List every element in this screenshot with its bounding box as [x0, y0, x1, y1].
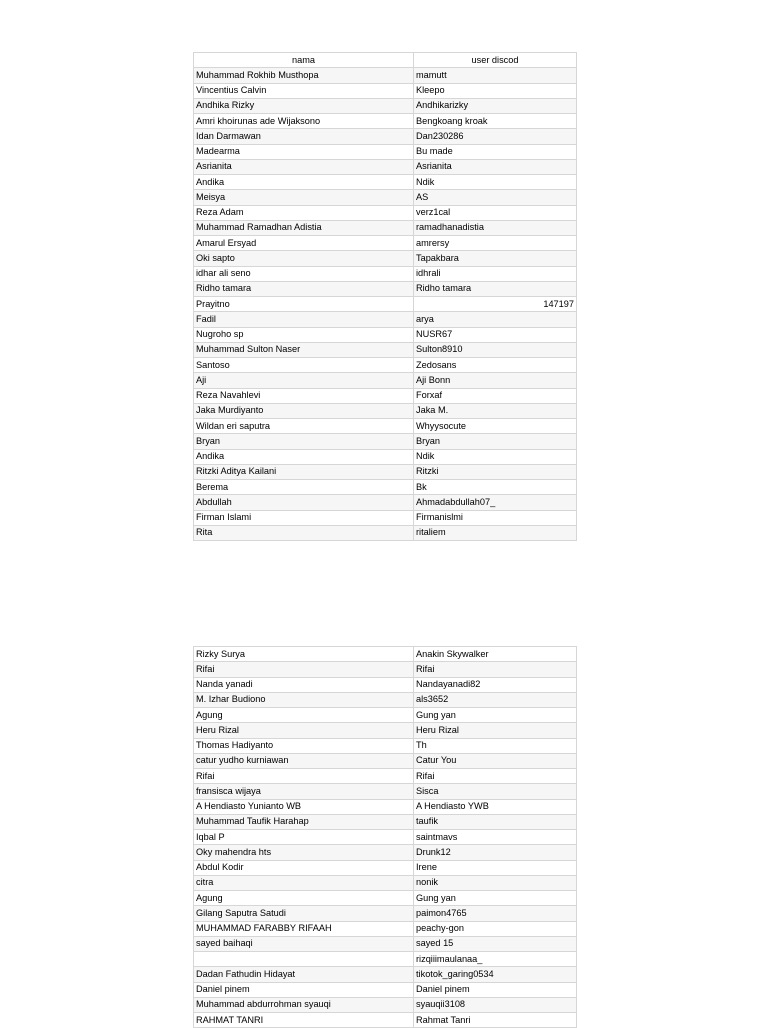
- cell-nama[interactable]: Andika: [194, 175, 414, 190]
- cell-user-discord[interactable]: Asrianita: [414, 159, 577, 174]
- cell-user-discord[interactable]: Catur You: [414, 753, 577, 768]
- table-1-body: [194, 53, 577, 541]
- cell-nama[interactable]: Muhammad Sulton Naser: [194, 342, 414, 357]
- cell-nama[interactable]: RAHMAT TANRI: [194, 1013, 414, 1028]
- header-user-discord[interactable]: user discod: [414, 53, 577, 68]
- cell-nama[interactable]: Muhammad abdurrohman syauqi: [194, 997, 414, 1012]
- cell-user-discord[interactable]: Rahmat Tanri: [414, 1013, 577, 1028]
- table-row: [194, 358, 577, 373]
- cell-user-discord[interactable]: tikotok_garing0534: [414, 967, 577, 982]
- cell-user-discord[interactable]: A Hendiasto YWB: [414, 799, 577, 814]
- cell-nama[interactable]: A Hendiasto Yunianto WB: [194, 799, 414, 814]
- cell-user-discord[interactable]: AS: [414, 190, 577, 205]
- cell-nama[interactable]: Abdullah: [194, 495, 414, 510]
- cell-nama[interactable]: Aji: [194, 373, 414, 388]
- cell-user-discord[interactable]: ramadhanadistia: [414, 220, 577, 235]
- table-row: [194, 830, 577, 845]
- table-row: [194, 144, 577, 159]
- table-row: [194, 327, 577, 342]
- table-row: [194, 784, 577, 799]
- cell-user-discord[interactable]: Irene: [414, 860, 577, 875]
- table-row: [194, 449, 577, 464]
- cell-user-discord[interactable]: Aji Bonn: [414, 373, 577, 388]
- table-row: [194, 68, 577, 83]
- cell-user-discord[interactable]: arya: [414, 312, 577, 327]
- table-row: [194, 159, 577, 174]
- table-row: [194, 875, 577, 890]
- table-row: [194, 738, 577, 753]
- cell-user-discord[interactable]: Bengkoang kroak: [414, 114, 577, 129]
- cell-nama[interactable]: M. Izhar Budiono: [194, 692, 414, 707]
- cell-nama[interactable]: Amri khoirunas ade Wijaksono: [194, 114, 414, 129]
- header-row: [194, 53, 577, 68]
- cell-user-discord[interactable]: nonik: [414, 875, 577, 890]
- cell-nama[interactable]: Rifai: [194, 769, 414, 784]
- table-row: [194, 982, 577, 997]
- cell-nama[interactable]: fransisca wijaya: [194, 784, 414, 799]
- cell-user-discord[interactable]: Dan230286: [414, 129, 577, 144]
- cell-user-discord[interactable]: ritaliem: [414, 525, 577, 540]
- table-row: [194, 997, 577, 1012]
- table-row: [194, 952, 577, 967]
- table-row: [194, 753, 577, 768]
- table-row: [194, 967, 577, 982]
- cell-user-discord[interactable]: Bu made: [414, 144, 577, 159]
- cell-nama[interactable]: Dadan Fathudin Hidayat: [194, 967, 414, 982]
- cell-nama[interactable]: MUHAMMAD FARABBY RIFAAH: [194, 921, 414, 936]
- cell-user-discord[interactable]: Rifai: [414, 662, 577, 677]
- cell-user-discord[interactable]: Tapakbara: [414, 251, 577, 266]
- cell-user-discord[interactable]: Heru Rizal: [414, 723, 577, 738]
- cell-user-discord[interactable]: mamutt: [414, 68, 577, 83]
- cell-nama[interactable]: Ridho tamara: [194, 281, 414, 296]
- cell-user-discord[interactable]: Gung yan: [414, 891, 577, 906]
- cell-user-discord[interactable]: Ndik: [414, 449, 577, 464]
- cell-nama[interactable]: Madearma: [194, 144, 414, 159]
- cell-user-discord[interactable]: rizqiiimaulanaa_: [414, 952, 577, 967]
- table-row: [194, 480, 577, 495]
- cell-user-discord[interactable]: 147197: [414, 297, 577, 312]
- cell-nama[interactable]: Bryan: [194, 434, 414, 449]
- cell-user-discord[interactable]: Ndik: [414, 175, 577, 190]
- cell-user-discord[interactable]: Gung yan: [414, 708, 577, 723]
- cell-nama[interactable]: Andika: [194, 449, 414, 464]
- cell-nama[interactable]: Heru Rizal: [194, 723, 414, 738]
- table-row: [194, 799, 577, 814]
- cell-nama[interactable]: Agung: [194, 708, 414, 723]
- table-row: [194, 236, 577, 251]
- table-row: [194, 434, 577, 449]
- cell-user-discord[interactable]: NUSR67: [414, 327, 577, 342]
- table-row: [194, 388, 577, 403]
- table-row: [194, 891, 577, 906]
- header-nama[interactable]: nama: [194, 53, 414, 68]
- table-row: [194, 845, 577, 860]
- table-row: [194, 495, 577, 510]
- cell-user-discord[interactable]: idhrali: [414, 266, 577, 281]
- table-row: [194, 373, 577, 388]
- table-row: [194, 1013, 577, 1028]
- table-row: [194, 677, 577, 692]
- cell-user-discord[interactable]: saintmavs: [414, 830, 577, 845]
- cell-nama[interactable]: Firman Islami: [194, 510, 414, 525]
- cell-nama[interactable]: Gilang Saputra Satudi: [194, 906, 414, 921]
- cell-user-discord[interactable]: taufik: [414, 814, 577, 829]
- cell-user-discord[interactable]: verz1cal: [414, 205, 577, 220]
- table-row: [194, 205, 577, 220]
- cell-user-discord[interactable]: als3652: [414, 692, 577, 707]
- cell-user-discord[interactable]: Kleepo: [414, 83, 577, 98]
- cell-nama[interactable]: Agung: [194, 891, 414, 906]
- table-row: [194, 175, 577, 190]
- cell-user-discord[interactable]: Zedosans: [414, 358, 577, 373]
- table-row: [194, 297, 577, 312]
- table-row: [194, 921, 577, 936]
- table-row: [194, 83, 577, 98]
- spreadsheet-table-1: [193, 52, 577, 541]
- cell-user-discord[interactable]: syauqii3108: [414, 997, 577, 1012]
- cell-nama[interactable]: Prayitno: [194, 297, 414, 312]
- cell-user-discord[interactable]: Anakin Skywalker: [414, 647, 577, 662]
- table-row: [194, 769, 577, 784]
- cell-nama[interactable]: Nugroho sp: [194, 327, 414, 342]
- cell-user-discord[interactable]: Th: [414, 738, 577, 753]
- cell-nama[interactable]: Reza Adam: [194, 205, 414, 220]
- table-row: [194, 906, 577, 921]
- cell-user-discord[interactable]: Rifai: [414, 769, 577, 784]
- cell-nama[interactable]: Santoso: [194, 358, 414, 373]
- table-row: [194, 510, 577, 525]
- cell-nama[interactable]: Thomas Hadiyanto: [194, 738, 414, 753]
- table-2-body: [194, 647, 577, 1028]
- table-row: [194, 266, 577, 281]
- cell-nama[interactable]: Iqbal P: [194, 830, 414, 845]
- table-row: [194, 114, 577, 129]
- table-row: [194, 281, 577, 296]
- cell-nama[interactable]: citra: [194, 875, 414, 890]
- table-row: [194, 723, 577, 738]
- cell-user-discord[interactable]: Ritzki: [414, 464, 577, 479]
- cell-nama[interactable]: Rizky Surya: [194, 647, 414, 662]
- table-row: [194, 692, 577, 707]
- cell-user-discord[interactable]: Forxaf: [414, 388, 577, 403]
- table-row: [194, 98, 577, 113]
- cell-nama[interactable]: [194, 952, 414, 967]
- spreadsheet-table-2: [193, 646, 577, 1028]
- table-row: [194, 525, 577, 540]
- cell-nama[interactable]: Nanda yanadi: [194, 677, 414, 692]
- cell-nama[interactable]: idhar ali seno: [194, 266, 414, 281]
- cell-user-discord[interactable]: Daniel pinem: [414, 982, 577, 997]
- cell-nama[interactable]: Jaka Murdiyanto: [194, 403, 414, 418]
- cell-user-discord[interactable]: Jaka M.: [414, 403, 577, 418]
- table-row: [194, 190, 577, 205]
- table-row: [194, 860, 577, 875]
- table-row: [194, 129, 577, 144]
- cell-user-discord[interactable]: Sisca: [414, 784, 577, 799]
- table-row: [194, 708, 577, 723]
- cell-nama[interactable]: Amarul Ersyad: [194, 236, 414, 251]
- table-row: [194, 814, 577, 829]
- cell-user-discord[interactable]: paimon4765: [414, 906, 577, 921]
- cell-nama[interactable]: Muhammad Ramadhan Adistia: [194, 220, 414, 235]
- cell-user-discord[interactable]: Sulton8910: [414, 342, 577, 357]
- table-row: [194, 251, 577, 266]
- cell-nama[interactable]: Reza Navahlevi: [194, 388, 414, 403]
- cell-user-discord[interactable]: Drunk12: [414, 845, 577, 860]
- table-row: [194, 936, 577, 951]
- cell-user-discord[interactable]: sayed 15: [414, 936, 577, 951]
- cell-user-discord[interactable]: Nandayanadi82: [414, 677, 577, 692]
- cell-user-discord[interactable]: Ridho tamara: [414, 281, 577, 296]
- cell-nama[interactable]: Daniel pinem: [194, 982, 414, 997]
- table-row: [194, 312, 577, 327]
- cell-nama[interactable]: Oki sapto: [194, 251, 414, 266]
- cell-user-discord[interactable]: Bk: [414, 480, 577, 495]
- cell-nama[interactable]: Wildan eri saputra: [194, 419, 414, 434]
- cell-nama[interactable]: catur yudho kurniawan: [194, 753, 414, 768]
- cell-user-discord[interactable]: Ahmadabdullah07_: [414, 495, 577, 510]
- cell-user-discord[interactable]: Andhikarizky: [414, 98, 577, 113]
- table-row: [194, 647, 577, 662]
- cell-user-discord[interactable]: amrersy: [414, 236, 577, 251]
- cell-nama[interactable]: Asrianita: [194, 159, 414, 174]
- cell-nama[interactable]: Idan Darmawan: [194, 129, 414, 144]
- table-row: [194, 662, 577, 677]
- cell-user-discord[interactable]: Firmanislmi: [414, 510, 577, 525]
- cell-nama[interactable]: Berema: [194, 480, 414, 495]
- cell-nama[interactable]: Andhika Rizky: [194, 98, 414, 113]
- table-row: [194, 220, 577, 235]
- table-row: [194, 403, 577, 418]
- cell-nama[interactable]: Muhammad Taufik Harahap: [194, 814, 414, 829]
- cell-nama[interactable]: Ritzki Aditya Kailani: [194, 464, 414, 479]
- cell-nama[interactable]: Rita: [194, 525, 414, 540]
- cell-nama[interactable]: Abdul Kodir: [194, 860, 414, 875]
- cell-user-discord[interactable]: Bryan: [414, 434, 577, 449]
- table-row: [194, 419, 577, 434]
- cell-nama[interactable]: Rifai: [194, 662, 414, 677]
- cell-user-discord[interactable]: Whyysocute: [414, 419, 577, 434]
- cell-nama[interactable]: Muhammad Rokhib Musthopa: [194, 68, 414, 83]
- cell-nama[interactable]: Meisya: [194, 190, 414, 205]
- cell-nama[interactable]: Vincentius Calvin: [194, 83, 414, 98]
- cell-nama[interactable]: Fadil: [194, 312, 414, 327]
- table-row: [194, 464, 577, 479]
- cell-user-discord[interactable]: peachy-gon: [414, 921, 577, 936]
- cell-nama[interactable]: Oky mahendra hts: [194, 845, 414, 860]
- table-row: [194, 342, 577, 357]
- cell-nama[interactable]: sayed baihaqi: [194, 936, 414, 951]
